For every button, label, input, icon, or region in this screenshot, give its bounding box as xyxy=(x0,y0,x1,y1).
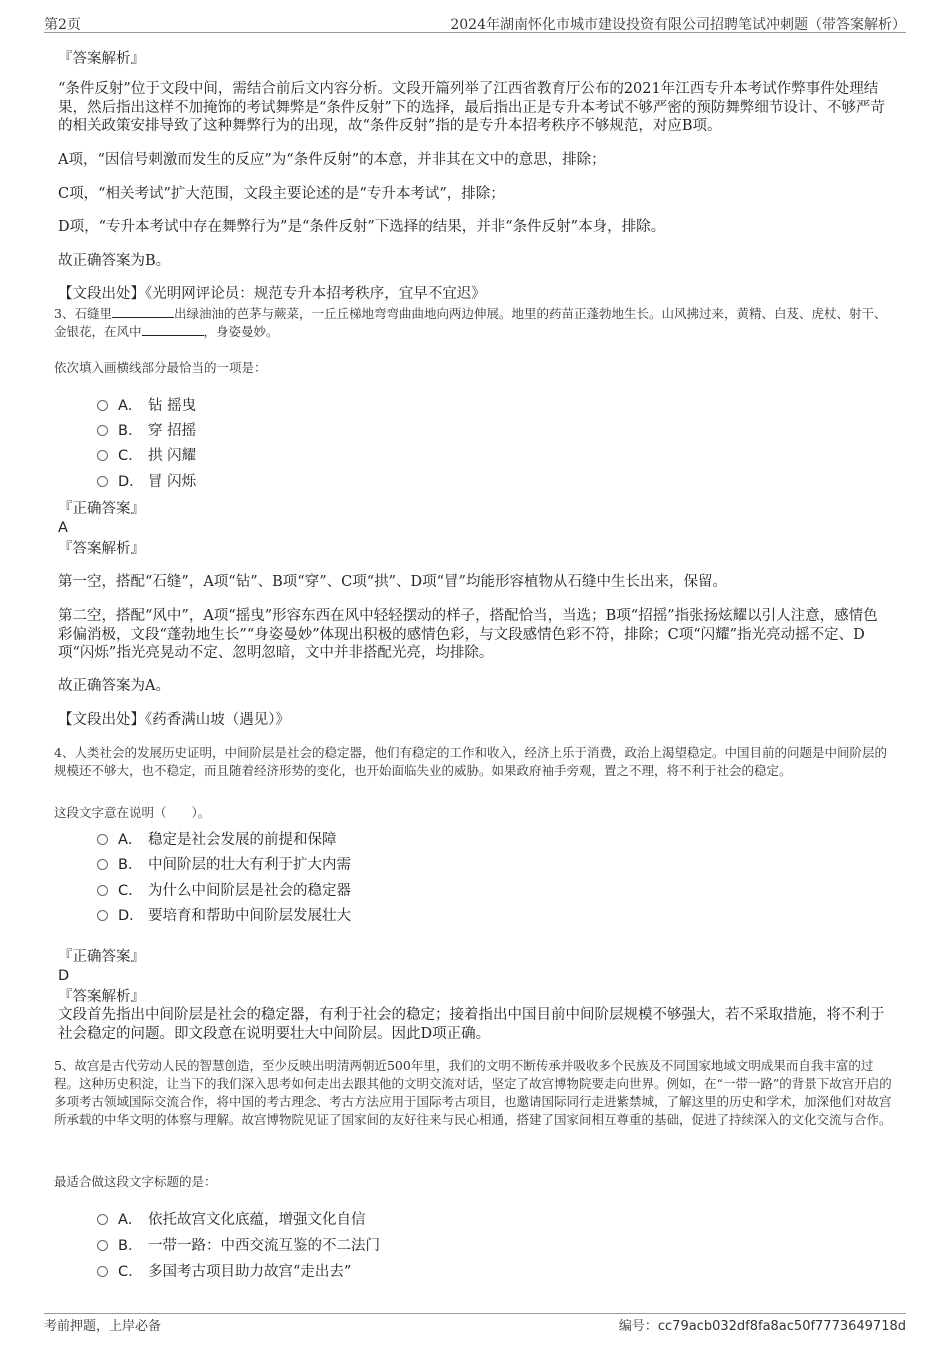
radio-icon[interactable] xyxy=(97,885,108,896)
q4-option-d[interactable]: D． 要培育和帮助中间阶层发展壮大 xyxy=(97,904,351,924)
q4-option-a[interactable]: A． 稳定是社会发展的前提和保障 xyxy=(97,828,337,848)
q3-prompt: 依次填入画横线部分最恰当的一项是： xyxy=(54,360,267,375)
footer-divider xyxy=(44,1313,906,1314)
q3-option-a[interactable]: A． 钻 摇曳 xyxy=(97,394,196,414)
q3-answer-title: 『正确答案』 xyxy=(58,501,145,517)
q3-stem-part2: 出绿油油的芭茅与蕨菜，一丘丘梯地弯弯曲曲地向两边伸展。地里的药苗正蓬勃地生长。山风拂过来，黄精、白芨、虎杖、射干、金银花，在风中 xyxy=(54,306,887,339)
q5-option-b[interactable]: B． 一带一路：中西交流互鉴的不二法门 xyxy=(97,1234,380,1254)
q3-stem-part1: 3、石缝里 xyxy=(54,306,112,321)
radio-icon[interactable] xyxy=(97,1214,108,1225)
radio-icon[interactable] xyxy=(97,1266,108,1277)
q2-analysis-title: 『答案解析』 xyxy=(58,51,145,67)
q2-analysis-paragraph: “条件反射”位于文段中间，需结合前后文内容分析。文段开篇列举了江西省教育厅公布的2021年江西专升本考试作弊事件处理结果，然后指出这样不加掩饰的考试舞弊是“条件反射”下的选择，最后指出正是专升本考试不够严密的预防舞弊细节设计、不够严苛的相关政策安排导致了这种舞弊行为的出现，故“条件反射”指的是专升本招考秩序不够规范，对应B项。 xyxy=(58,81,885,134)
q2-analysis-option-a: A项，“因信号刺激而发生的反应”为“条件反射”的本意，并非其在文中的意思，排除； xyxy=(58,152,606,168)
q3-option-d[interactable]: D． 冒 闪烁 xyxy=(97,470,196,490)
header-divider xyxy=(44,32,906,33)
radio-icon[interactable] xyxy=(97,425,108,436)
q5-option-c[interactable]: C． 多国考古项目助力故宫“走出去” xyxy=(97,1260,351,1280)
page-number: 第2页 xyxy=(44,17,81,33)
q3-source: 【文段出处】《药香满山坡（遇见）》 xyxy=(58,712,290,728)
footer-code-label: 编号： xyxy=(618,1319,658,1334)
q3-option-b[interactable]: B． 穿 招摇 xyxy=(97,419,196,439)
q4-answer-title: 『正确答案』 xyxy=(58,949,145,965)
q4-stem: 4、人类社会的发展历史证明，中间阶层是社会的稳定器，他们有稳定的工作和收入，经济上乐于消费，政治上渴望稳定。中国目前的问题是中间阶层的规模还不够大，也不稳定，而且随着经济形势的变化，也开始面临失业的威胁。如果政府袖手旁观，置之不理，将不利于社会的稳定。 xyxy=(54,745,887,778)
q4-answer: D xyxy=(58,968,70,984)
radio-icon[interactable] xyxy=(97,859,108,870)
q5-stem: 5、故宫是古代劳动人民的智慧创造，至少反映出明清两朝近500年里，我们的文明不断传承并吸收多个民族及不同国家地域文明成果而自我丰富的过程。这种历史积淀，让当下的我们深入思考如何走出去跟其他的文明交流对话，坚定了故宫博物院要走向世界。例如，在“一带一路”的背景下故宫开启的多项考古领域国际交流合作，将中国的考古理念、考古方法应用于国际考古项目，也邀请国际同行走进紫禁城，了解这里的历史和学术，加深他们对故宫所承载的中华文明的体察与理解。故宫博物院见证了国家间的友好往来与民心相通，搭建了国家间相互尊重的基础，促进了持续深入的文化交流与合作。 xyxy=(54,1058,892,1127)
q4-option-b[interactable]: B． 中间阶层的壮大有利于扩大内需 xyxy=(97,853,351,873)
q3-analysis-paragraph-2: 第二空，搭配“风中”，A项“摇曳”形容东西在风中轻轻摆动的样子，搭配恰当，当选；B项“招摇”指张扬炫耀以引人注意，感情色彩偏消极，文段“蓬勃地生长”“身姿曼妙”体现出积极的感情色彩，与文段感情色彩不符，排除；C项“闪耀”指光亮动摇不定、D项“闪烁”指光亮晃动不定、忽明忽暗，文中并非搭配光亮，均排除。 xyxy=(58,608,878,661)
q3-analysis-paragraph-1: 第一空，搭配“石缝”，A项“钻”、B项“穿”、C项“拱”、D项“冒”均能形容植物从石缝中生长出来，保留。 xyxy=(58,574,727,590)
radio-icon[interactable] xyxy=(97,1240,108,1251)
q3-blank-2 xyxy=(142,323,204,336)
q3-stem xyxy=(54,305,894,341)
footer-slogan: 考前押题，上岸必备 xyxy=(44,1319,162,1334)
q4-analysis-title: 『答案解析』 xyxy=(58,989,145,1005)
q3-option-c[interactable]: C． 拱 闪耀 xyxy=(97,444,196,464)
q4-prompt: 这段文字意在说明（ ）。 xyxy=(54,805,211,820)
q2-analysis-option-c: C项，“相关考试”扩大范围，文段主要论述的是“专升本考试”，排除； xyxy=(58,186,505,202)
q3-answer: A xyxy=(58,520,68,536)
q2-analysis-option-d: D项，“专升本考试中存在舞弊行为”是“条件反射”下选择的结果，并非“条件反射”本身，排除。 xyxy=(58,219,666,235)
q5-option-a[interactable]: A． 依托故宫文化底蕴，增强文化自信 xyxy=(97,1208,366,1228)
radio-icon[interactable] xyxy=(97,400,108,411)
q3-stem-part3: ，身姿曼妙。 xyxy=(203,324,279,339)
radio-icon[interactable] xyxy=(97,834,108,845)
q5-prompt: 最适合做这段文字标题的是： xyxy=(54,1174,217,1189)
q3-analysis-title: 『答案解析』 xyxy=(58,541,145,557)
footer-code xyxy=(619,1315,906,1334)
radio-icon[interactable] xyxy=(97,450,108,461)
q3-blank-1 xyxy=(112,305,174,318)
radio-icon[interactable] xyxy=(97,476,108,487)
q4-option-c[interactable]: C． 为什么中间阶层是社会的稳定器 xyxy=(97,879,351,899)
document-title: 2024年湖南怀化市城市建设投资有限公司招聘笔试冲刺题（带答案解析） xyxy=(450,17,906,33)
radio-icon[interactable] xyxy=(97,910,108,921)
q3-conclusion: 故正确答案为A。 xyxy=(58,678,170,694)
q2-source: 【文段出处】《光明网评论员：规范专升本招考秩序，宜早不宜迟》 xyxy=(58,286,486,302)
q2-conclusion: 故正确答案为B。 xyxy=(58,253,171,269)
footer-code-value: cc79acb032df8fa8ac50f7773649718d xyxy=(657,1319,906,1334)
q4-analysis-paragraph: 文段首先指出中间阶层是社会的稳定器，有利于社会的稳定；接着指出中国目前中间阶层规模不够强大，若不采取措施，将不利于社会稳定的问题。即文段意在说明要壮大中间阶层。因此D项正确。 xyxy=(58,1007,885,1042)
